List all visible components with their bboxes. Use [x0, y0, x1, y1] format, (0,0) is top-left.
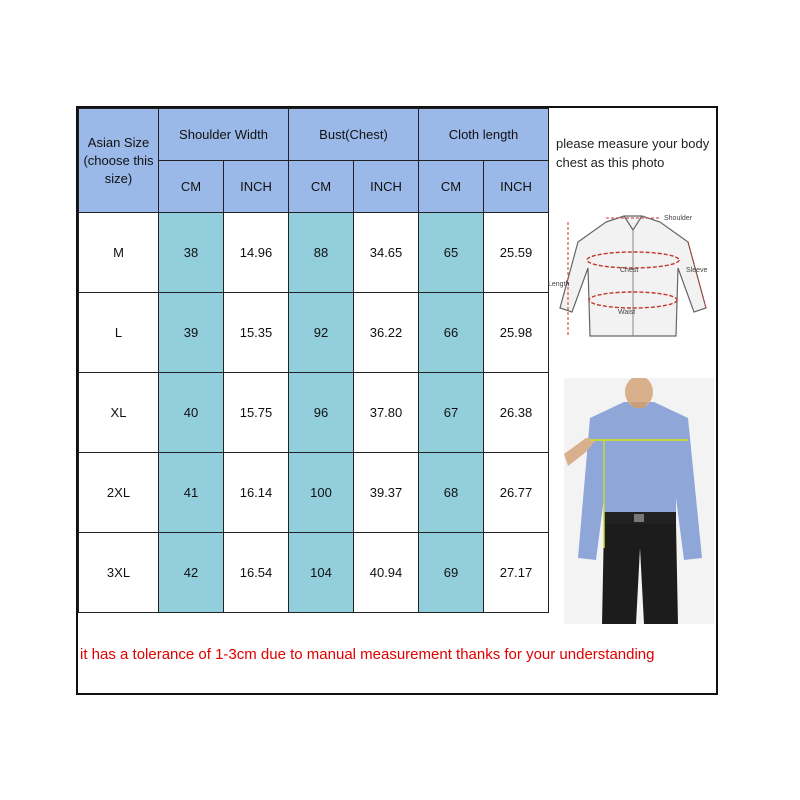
length-inch: 25.98 — [484, 293, 549, 373]
measure-instruction: please measure your body chest as this photo — [556, 136, 710, 170]
bust-inch: 34.65 — [354, 213, 419, 293]
bust-inch: 36.22 — [354, 293, 419, 373]
bust-chest-header: Bust(Chest) — [289, 109, 419, 161]
shoulder-cm: 42 — [159, 533, 224, 613]
diagram-label-length: Length — [548, 281, 570, 288]
chest-measurement-photo — [564, 378, 714, 624]
size-label: XL — [79, 373, 159, 453]
tolerance-note: it has a tolerance of 1-3cm due to manual measurement thanks for your understanding — [80, 646, 655, 663]
bust-cm: 96 — [289, 373, 354, 453]
length-inch: 26.77 — [484, 453, 549, 533]
length-inch: 25.59 — [484, 213, 549, 293]
shoulder-inch: 15.75 — [224, 373, 289, 453]
shoulder-cm: 38 — [159, 213, 224, 293]
bust-cm: 92 — [289, 293, 354, 373]
bust-cm: 100 — [289, 453, 354, 533]
shoulder-inch: 16.54 — [224, 533, 289, 613]
bust-inch: 40.94 — [354, 533, 419, 613]
shoulder-width-header: Shoulder Width — [159, 109, 289, 161]
bust-inch: 37.80 — [354, 373, 419, 453]
length-cm: 65 — [419, 213, 484, 293]
unit-cm-header: CM — [419, 161, 484, 213]
diagram-label-waist: Waist — [618, 309, 636, 316]
diagram-label-shoulder: Shoulder — [664, 215, 693, 222]
shirt-measurement-diagram — [546, 208, 718, 348]
length-cm: 66 — [419, 293, 484, 373]
shoulder-cm: 41 — [159, 453, 224, 533]
table-row — [79, 373, 549, 453]
size-label: L — [79, 293, 159, 373]
bust-inch: 39.37 — [354, 453, 419, 533]
size-label: 3XL — [79, 533, 159, 613]
bust-cm: 88 — [289, 213, 354, 293]
shoulder-cm: 39 — [159, 293, 224, 373]
unit-cm-header: CM — [289, 161, 354, 213]
table-row — [79, 293, 549, 373]
length-inch: 26.38 — [484, 373, 549, 453]
diagram-label-chest: Chest — [620, 267, 639, 274]
shoulder-inch: 16.14 — [224, 453, 289, 533]
table-row — [79, 213, 549, 293]
asian-size-header: Asian Size (choose this size) — [79, 109, 159, 213]
length-cm: 67 — [419, 373, 484, 453]
shoulder-inch: 15.35 — [224, 293, 289, 373]
shoulder-inch: 14.96 — [224, 213, 289, 293]
table-row — [79, 533, 549, 613]
unit-inch-header: INCH — [354, 161, 419, 213]
unit-inch-header: INCH — [224, 161, 289, 213]
size-label: 2XL — [79, 453, 159, 533]
unit-inch-header: INCH — [484, 161, 549, 213]
diagram-label-sleeve: Sleeve — [686, 267, 708, 274]
bust-cm: 104 — [289, 533, 354, 613]
size-table — [78, 108, 549, 613]
table-row — [79, 453, 549, 533]
cloth-length-header: Cloth length — [419, 109, 549, 161]
length-cm: 68 — [419, 453, 484, 533]
size-chart — [76, 106, 718, 695]
size-label: M — [79, 213, 159, 293]
unit-cm-header: CM — [159, 161, 224, 213]
length-cm: 69 — [419, 533, 484, 613]
length-inch: 27.17 — [484, 533, 549, 613]
shoulder-cm: 40 — [159, 373, 224, 453]
